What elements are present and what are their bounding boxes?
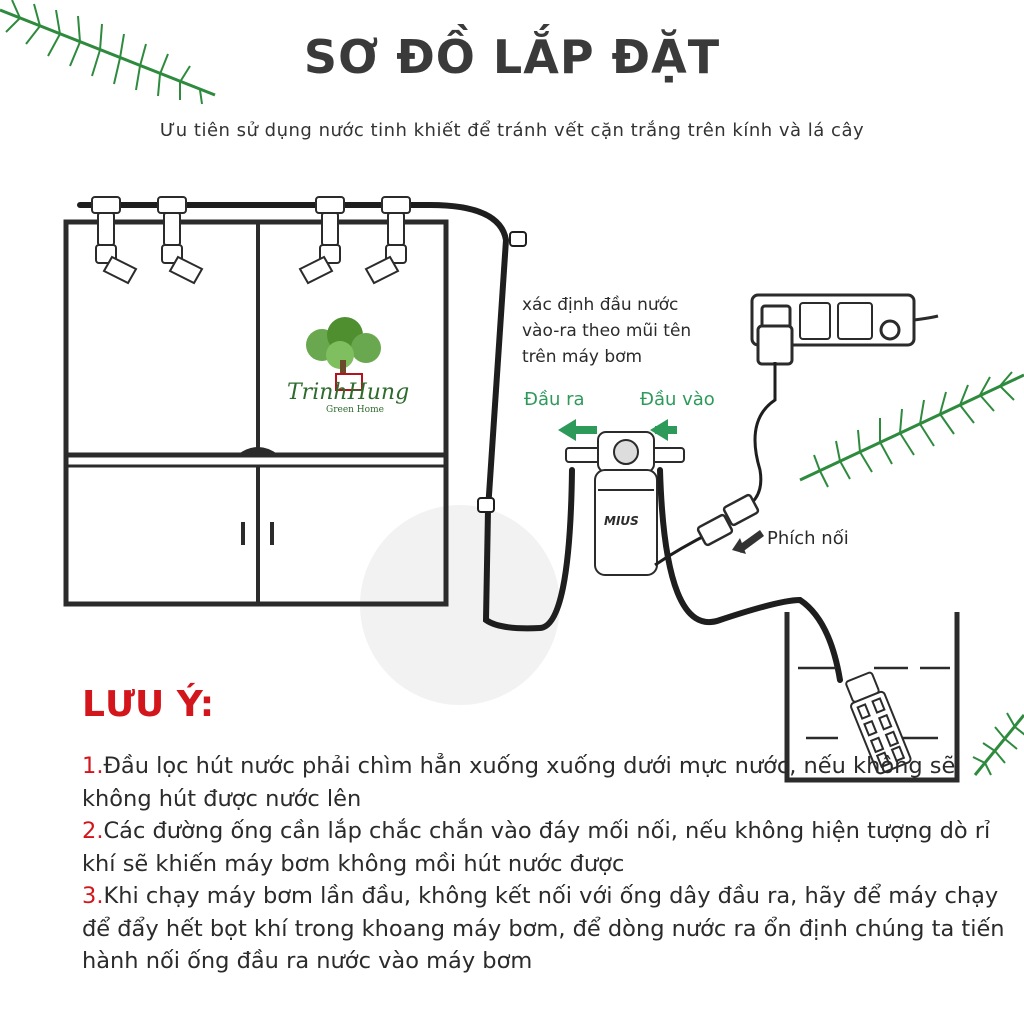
note-item-3: [82, 880, 1022, 978]
inlet-label: Đầu vào: [640, 389, 715, 410]
note-item-2: [82, 815, 1022, 880]
power-strip: [752, 295, 938, 364]
note-number: 1.: [82, 753, 104, 779]
notes-list: [82, 750, 1022, 978]
direction-note-line-1: xác định đầu nước: [522, 295, 679, 315]
connector-arrow-icon: [732, 530, 764, 554]
direction-note: [522, 292, 691, 370]
note-number: 2.: [82, 818, 104, 844]
brand-name: TrinhHung: [287, 380, 410, 405]
brand-subtitle: Green Home: [326, 405, 384, 415]
page-subtitle: Ưu tiên sử dụng nước tinh khiết để tránh vết cặn trắng trên kính và lá cây: [159, 120, 865, 141]
direction-note-line-2: vào-ra theo mũi tên: [522, 321, 692, 341]
connector-label: Phích nối: [767, 528, 849, 549]
note-text: Các đường ống cần lắp chắc chắn vào đáy mối nối, nếu không hiện tượng dò rỉ khí sẽ khiến máy bơm không mồi hút nước được: [82, 818, 991, 877]
note-text: Khi chạy máy bơm lần đầu, không kết nối với ống dây đầu ra, hãy để máy chạy để đẩy hết bọt khí trong khoang máy bơm, để dòng nước ra ổn định chúng ta tiến hành nối ống đầu ra nước vào máy bơm: [82, 883, 1005, 974]
note-number: 3.: [82, 883, 104, 909]
direction-note-line-3: trên máy bơm: [522, 347, 643, 367]
outlet-label: Đầu ra: [524, 389, 585, 410]
page-title: SƠ ĐỒ LẮP ĐẶT: [303, 30, 721, 84]
pump-label: MIUS: [604, 514, 639, 528]
pine-branch-right-icon: [800, 372, 1024, 487]
outlet-arrow-icon: [558, 419, 597, 441]
note-item-1: [82, 750, 1022, 815]
notes-heading: LƯU Ý:: [82, 684, 215, 725]
note-text: Đầu lọc hút nước phải chìm hẳn xuống xuống dưới mực nước, nếu không sẽ không hút được nước lên: [82, 753, 956, 812]
mist-nozzles: [92, 197, 410, 283]
